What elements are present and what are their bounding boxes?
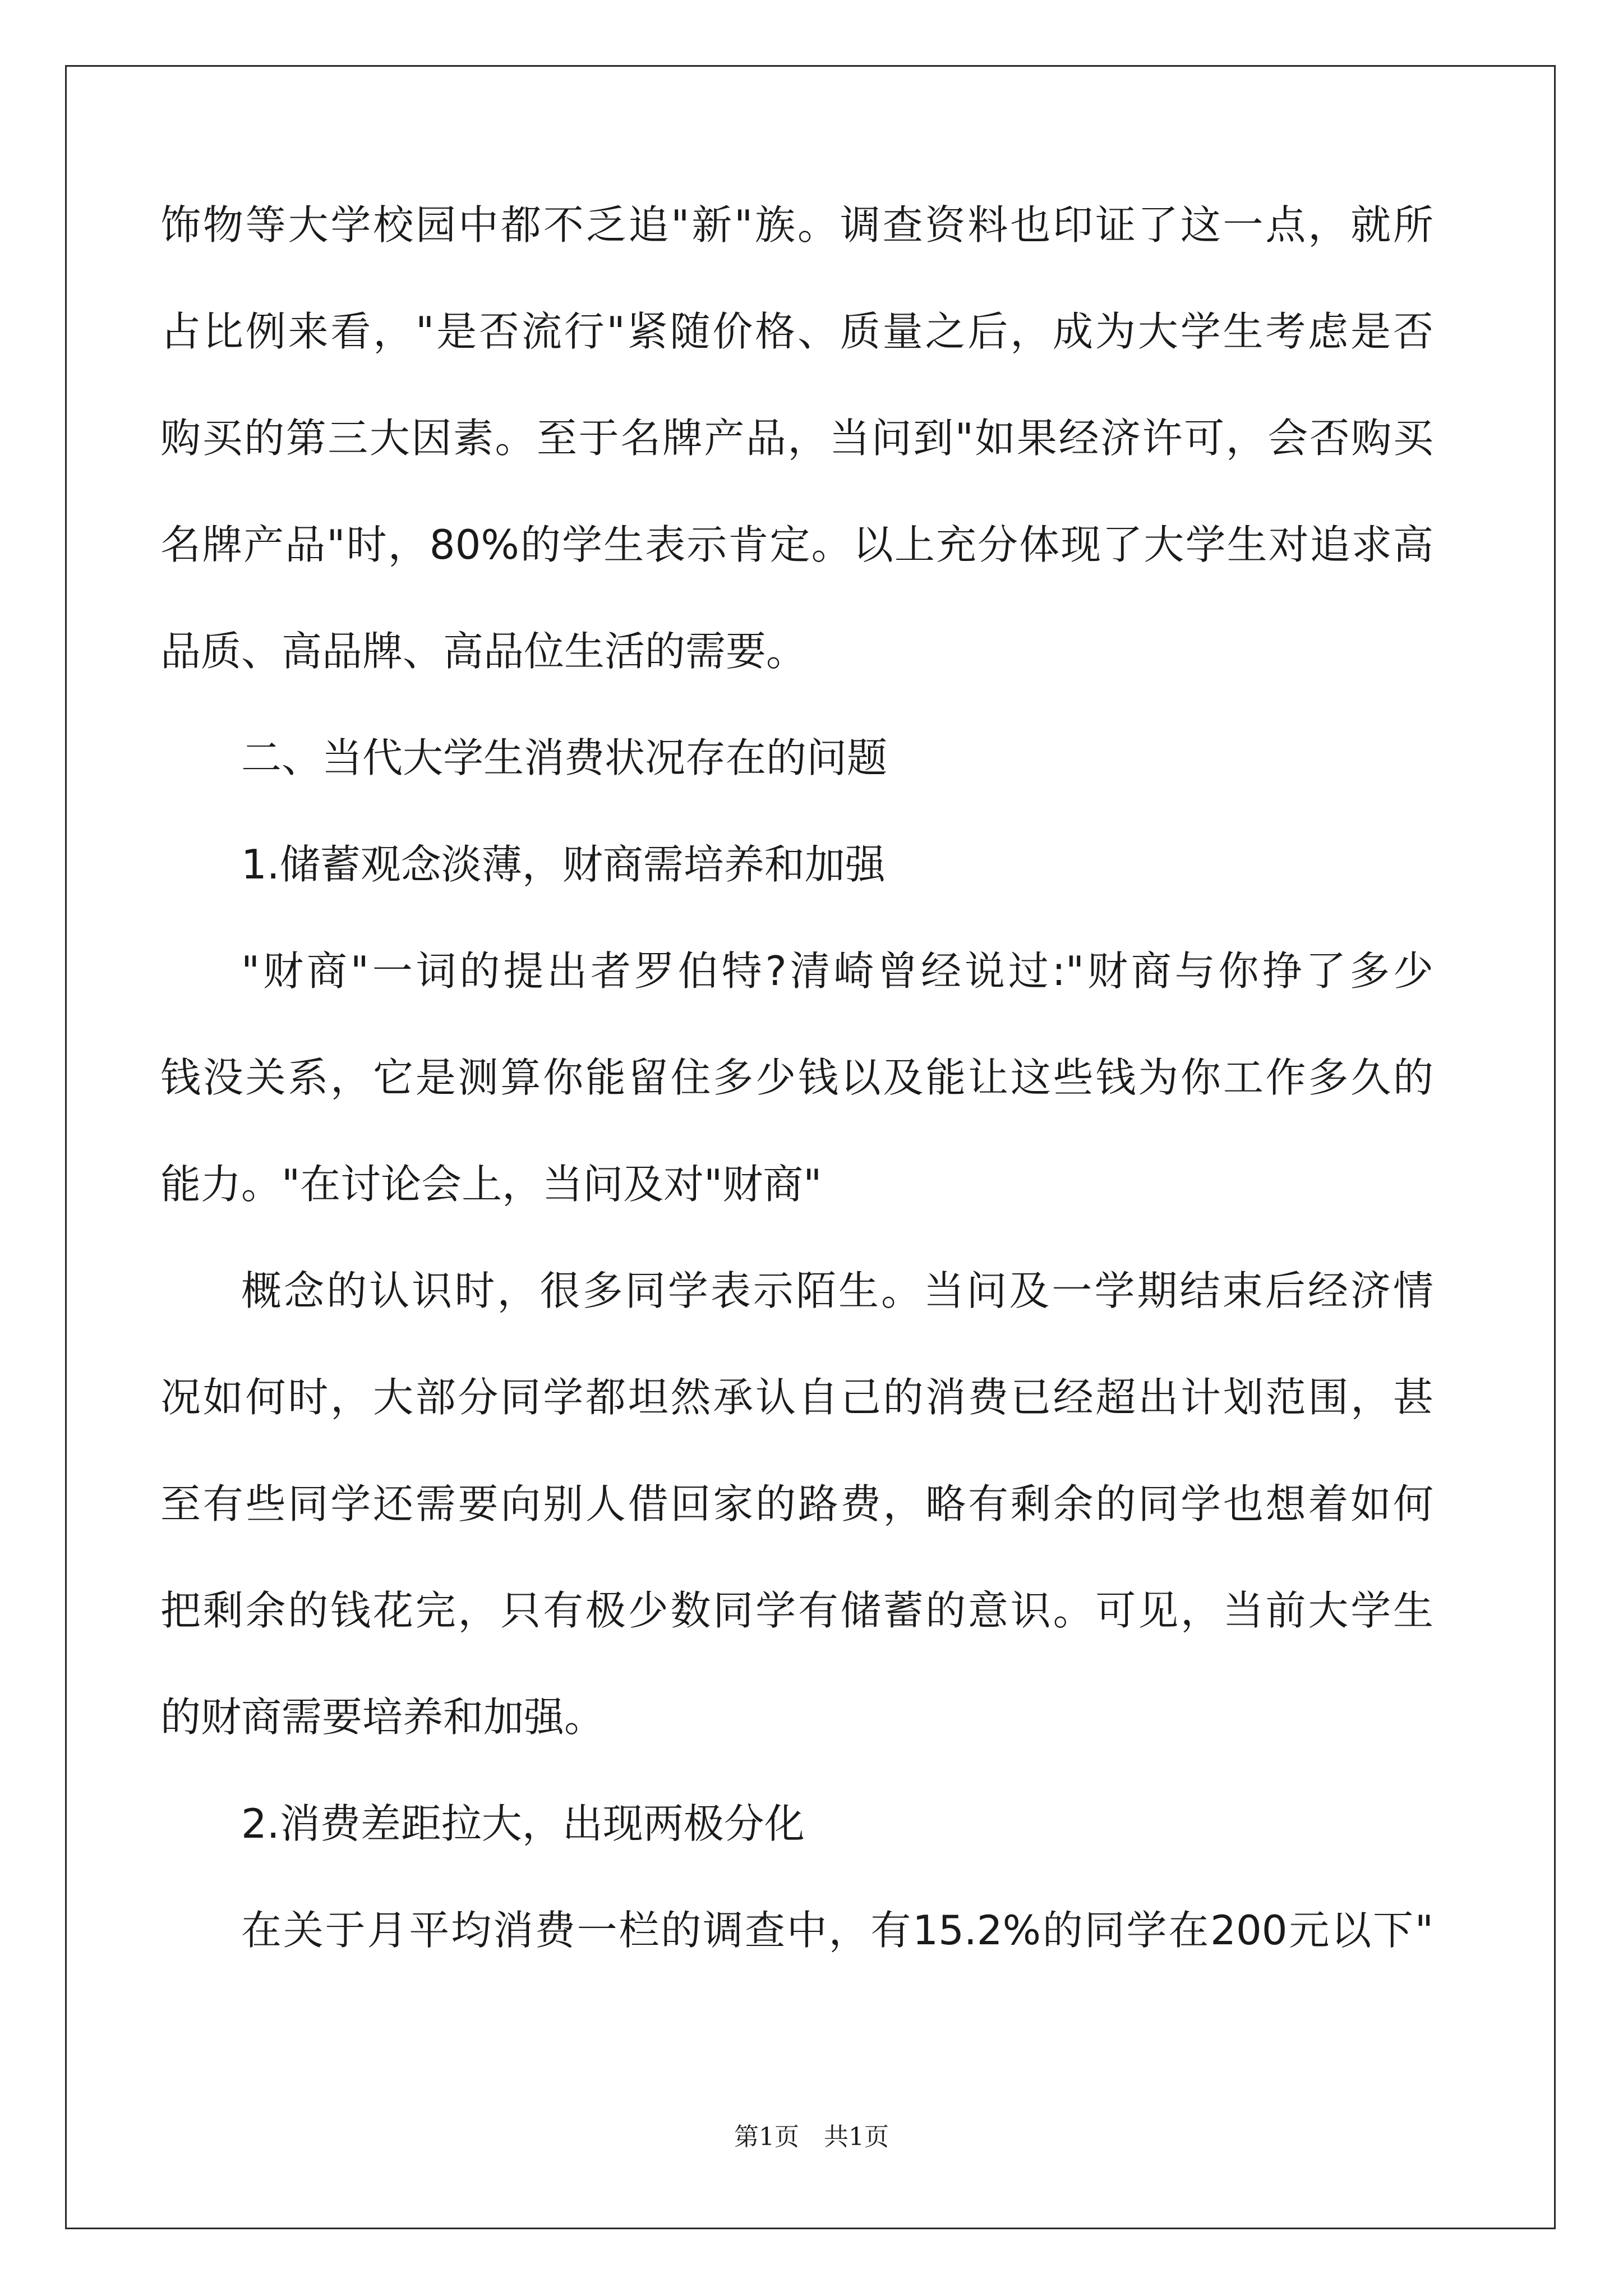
page-footer [0,2120,1623,2154]
text-line-4: 名牌产品"时，80%的学生表示肯定。以上充分体现了大学生对追求高 [160,521,1433,568]
text-line-8: "财商"一词的提出者罗伯特?清崎曾经说过:"财商与你挣了多少 [241,947,1433,995]
page-number: 第1页 [734,2123,799,2151]
text-line-15: 的财商需要培养和加强。 [160,1694,605,1741]
document-body [160,199,1433,2010]
text-line-1: 饰物等大学校园中都不乏追"新"族。调查资料也印证了这一点，就所 [160,201,1433,249]
text-line-11: 概念的认识时，很多同学表示陌生。当问及一学期结束后经济情 [241,1267,1433,1314]
text-line-13: 至有些同学还需要向别人借回家的路费，略有剩余的同学也想着如何 [160,1480,1433,1527]
text-line-14: 把剩余的钱花完，只有极少数同学有储蓄的意识。可见，当前大学生 [160,1587,1433,1634]
text-line-17: 在关于月平均消费一栏的调查中，有15.2%的同学在200元以下" [241,1907,1433,1954]
subsection-heading-2: 2.消费差距拉大，出现两极分化 [241,1800,805,1847]
text-line-12: 况如何时，大部分同学都坦然承认自己的消费已经超出计划范围，甚 [160,1374,1433,1421]
subsection-heading-1: 1.储蓄观念淡薄，财商需培养和加强 [241,841,886,888]
page-total: 共1页 [824,2123,889,2151]
text-line-9: 钱没关系，它是测算你能留住多少钱以及能让这些钱为你工作多久的 [160,1054,1433,1101]
text-line-10: 能力。"在讨论会上，当问及对"财商" [160,1161,822,1208]
text-line-2: 占比例来看，"是否流行"紧随价格、质量之后，成为大学生考虑是否 [160,308,1433,355]
text-line-5: 品质、高品牌、高品位生活的需要。 [160,628,807,675]
text-line-3: 购买的第三大因素。至于名牌产品，当问到"如果经济许可，会否购买 [160,415,1433,462]
section-heading: 二、当代大学生消费状况存在的问题 [241,734,888,781]
